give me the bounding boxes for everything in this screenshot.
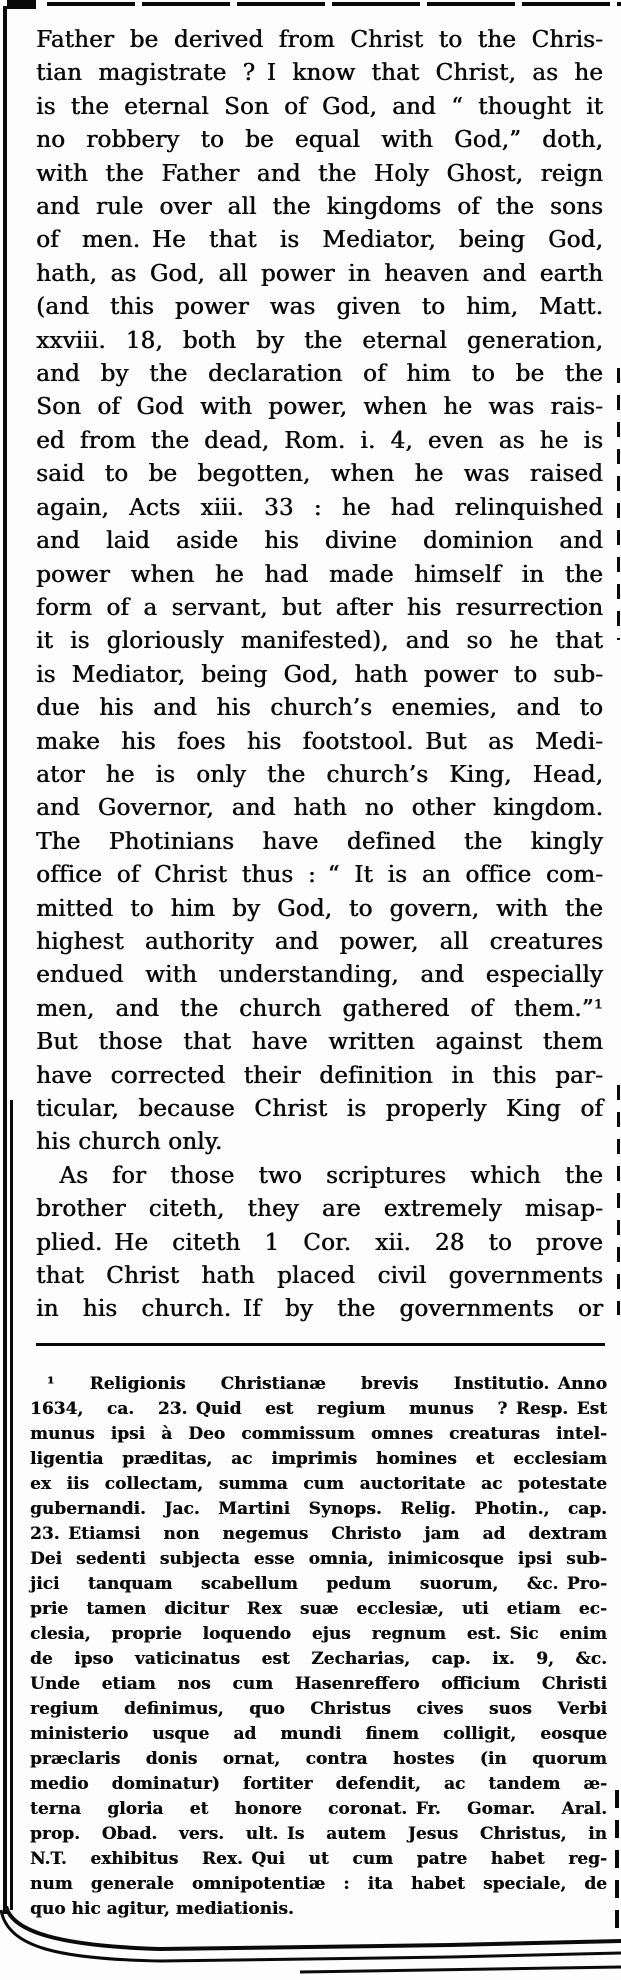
body-text-line: men, and the church gathered of them.”¹ [36,995,603,1022]
body-text-line: with the Father and the Holy Ghost, reign [36,160,603,187]
footnote-line: Unde etiam nos cum Hasenreffero officium Christi [30,1674,607,1694]
footnote-line: medio dominatur) fortiter defendit, ac tandem æ- [30,1774,607,1794]
body-text-line: ed from the dead, Rom. i. 4, even as he is [36,427,603,454]
body-text-line: ticular, because Christ is properly King of [36,1096,603,1122]
footnote-line: clesia, proprie loquendo ejus regnum est. Sic enim [30,1624,607,1644]
main-text-column [36,24,603,1327]
body-text-line: his church only. [36,1129,223,1156]
body-text-line: ator he is only the church’s King, Head, [36,761,603,788]
footnote-line: 23. Etiamsi non negemus Christo jam ad dextram [30,1524,607,1544]
footnote-line: N.T. exhibitus Rex. Qui ut cum patre habet reg- [30,1849,607,1869]
body-text-line: mitted to him by God, to govern, with the [36,895,603,922]
body-text-line: again, Acts xiii. 33 : he had relinquished [36,494,603,521]
footnote-line: terna gloria et honore coronat. Fr. Gomar. Aral. [30,1799,607,1819]
footnote-line: 1634, ca. 23. Quid est regium munus ? Resp. Est [30,1399,607,1419]
body-text-line: Father be derived from Christ to the Chris- [36,27,603,53]
body-text-line: office of Christ thus : “ It is an office com- [36,862,603,889]
body-text-line: plied. He citeth 1 Cor. xii. 28 to prove [36,1229,603,1256]
footnote-line: ex iis collectam, summa cum auctoritate ac potestate [30,1474,607,1494]
body-text-line: make his foes his footstool. But as Medi- [36,728,603,755]
body-text-line: in his church. If by the governments or [36,1296,603,1323]
top-border-line [47,2,621,6]
footnote-line: ¹ Religionis Christianæ brevis Institutio. Anno [30,1374,607,1394]
footnote-line: præclaris donis ornat, contra hostes (in quorum [30,1749,607,1769]
footnote-line: prop. Obad. vers. ult. Is autem Jesus Christus, in [30,1824,607,1844]
footnote-separator-rule [36,1343,605,1346]
body-text-line: due his and his church’s enemies, and to [36,695,603,722]
body-text-line: and rule over all the kingdoms of the sons [36,194,603,221]
body-text-line: highest authority and power, all creatures [36,928,603,955]
right-edge-dashes [617,368,620,640]
body-text-line: it is gloriously manifested), and so he that [36,628,603,655]
body-text-line: endued with understanding, and especially [36,962,603,989]
body-text-line: of men. He that is Mediator, being God, [36,227,603,254]
body-text-line: As for those two scriptures which the [36,1162,603,1189]
body-text-line: power when he had made himself in the [36,561,603,588]
footnote-line: Dei sedenti subjecta esse omnia, inimicosque ipsi sub- [30,1549,607,1569]
top-border-segment [7,0,36,9]
body-text-line: and laid aside his divine dominion and [36,528,603,555]
body-text-line: is Mediator, being God, hath power to sub- [36,661,603,688]
footnote-line: regium definimus, quo Christus cives suos Verbi [30,1699,607,1719]
body-text-line: is the eternal Son of God, and “ thought it [36,93,603,120]
footnote-line: de ipso vaticinatus est Zecharias, cap. ix. 9, &c. [30,1649,607,1669]
left-border-inner-line [10,1100,13,1910]
footnote-line: munus ipsi à Deo commissum omnes creaturas intel- [30,1424,607,1444]
footnote-line: gubernandi. Jac. Martini Synops. Relig. Photin., cap. [30,1499,607,1519]
body-text-line: and Governor, and hath no other kingdom. [36,795,603,822]
left-border-line [3,6,7,1914]
body-text-line: The Photinians have defined the kingly [36,828,603,855]
body-text-line: But those that have written against them [36,1029,603,1056]
body-text-line: Son of God with power, when he was rais- [36,394,603,421]
body-text-line: no robbery to be equal with God,” doth, [36,127,603,154]
footnote-line: num generale omnipotentiæ : ita habet speciale, de [30,1874,607,1894]
footnote-line: ministerio usque ad mundi finem colligit, eosque [30,1724,607,1744]
body-text-line: xxviii. 18, both by the eternal generation, [36,327,603,354]
footnote-line: quo hic agitur, mediationis. [30,1899,294,1919]
body-text-line: brother citeth, they are extremely misap- [36,1196,603,1223]
footnote-line: jici tanquam scabellum pedum suorum, &c. Pro- [30,1574,607,1594]
body-text-line: have corrected their definition in this par- [36,1062,603,1089]
body-text-line: form of a servant, but after his resurrection [36,594,603,621]
body-text-line: hath, as God, all power in heaven and earth [36,260,603,287]
right-edge-dashes [617,1085,620,1315]
body-text-line: and by the declaration of him to be the [36,361,603,388]
body-text-line: tian magistrate ? I know that Christ, as he [36,60,603,87]
footnote-block [30,1372,607,1922]
body-text-line: that Christ hath placed civil governments [36,1263,603,1290]
bottom-border-curves [0,1906,621,1980]
body-text-line: (and this power was given to him, Matt. [36,294,603,321]
body-text-line: said to be begotten, when he was raised [36,461,603,488]
footnote-line: prie tamen dicitur Rex suæ ecclesiæ, uti etiam ec- [30,1599,607,1619]
footnote-line: ligentia præditas, ac imprimis homines et ecclesiam [30,1449,607,1469]
